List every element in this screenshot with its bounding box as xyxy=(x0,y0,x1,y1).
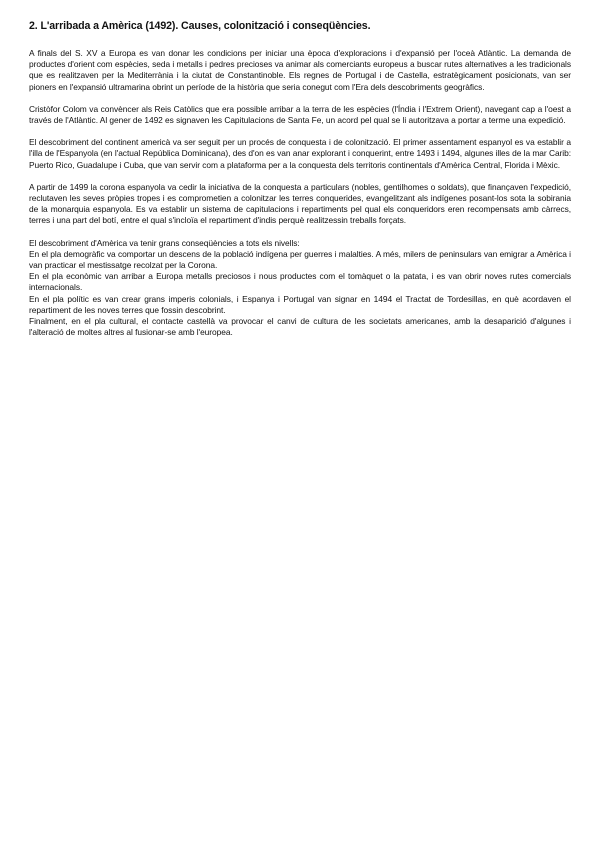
consequence-economic: En el pla econòmic van arribar a Europa metalls preciosos i nous productes com el tomàquet o la patata, i es van obrir noves rutes comercials internacionals. xyxy=(29,271,571,293)
consequence-demographic: En el pla demogràfic va comportar un descens de la població indígena per guerres i malalties. A més, milers de peninsulars van emigrar a Amèrica i van practicar el mestissatge recolzat per la Corona. xyxy=(29,248,571,271)
paragraph-conquest: El descobriment del continent americà va ser seguit per un procés de conquesta i de colonització. El primer assentament espanyol es va establir a l'illa de l'Espanyola (en l'actual República Dominicana), des d'on es van anar explorant i conquerint, entre 1493 i 1494, algunes illes de la mar Carib: Puerto Rico, Guadalupe i Cuba, que van servir com a plataforma per a la conquesta dels territoris continentals d'Amèrica Central, Florida i Mèxic. xyxy=(29,137,571,170)
consequence-political: En el pla polític es van crear grans imperis colonials, i Espanya i Portugal van signar en 1494 el Tractat de Tordesillas, en què acordaven el repartiment de les noves terres que fossin descobrint. xyxy=(29,293,571,315)
consequences-section xyxy=(29,238,571,339)
paragraph-colom: Cristòfor Colom va convèncer als Reis Catòlics que era possible arribar a la terra de les espècies (l'Índia i l'Extrem Orient), navegant cap a l'oest a través de l'Atlàntic. Al gener de 1492 es signaven les Capitulacions de Santa Fe, un acord pel qual se li autoritzava a portar a terme una expedició. xyxy=(29,103,571,126)
consequences-intro: El descobriment d'Amèrica va tenir grans conseqüències a tots els nivells: xyxy=(29,237,300,248)
consequence-cultural: Finalment, en el pla cultural, el contacte castellà va provocar el canvi de cultura de les societats americanes, amb la desaparició d'algunes i l'alteració de moltes altres al fusionar-se amb l'europea. xyxy=(29,316,571,338)
paragraph-capitulations: A partir de 1499 la corona espanyola va cedir la iniciativa de la conquesta a particulars (nobles, gentilhomes o soldats), que finançaven l'expedició, reclutaven les seves pròpies tropes i es comprometien a colonitzar les terres conquerides, evangelitzant als indígenes posant-los sota la sobirania de la monarquia espanyola. Es va establir un sistema de capitulacions i repartiments pel qual els conqueridors eren recompensats amb càrrecs, terres i una part del botí, entre el qual s'incloïa el repartiment d'indis perquè realitzessin treballs forçats. xyxy=(29,181,571,226)
document-title: 2. L'arribada a Amèrica (1492). Causes, colonització i conseqüències. xyxy=(29,20,371,32)
paragraph-causes: A finals del S. XV a Europa es van donar les condicions per iniciar una època d'exploracions i d'expansió per l'oceà Atlàntic. La demanda de productes d'orient com espècies, seda i metalls i pedres precioses va animar als comerciants europeus a buscar rutes alternatives a les tradicionals que es realitzaven per la Mediterrània i la ciutat de Constantinoble. Els regnes de Portugal i de Castella, estratègicament posicionats, van ser pioners en l'expansió ultramarina obrint un període de la història que seria conegut com l'Era dels descobriments geogràfics. xyxy=(29,48,571,92)
document-page xyxy=(29,20,571,338)
